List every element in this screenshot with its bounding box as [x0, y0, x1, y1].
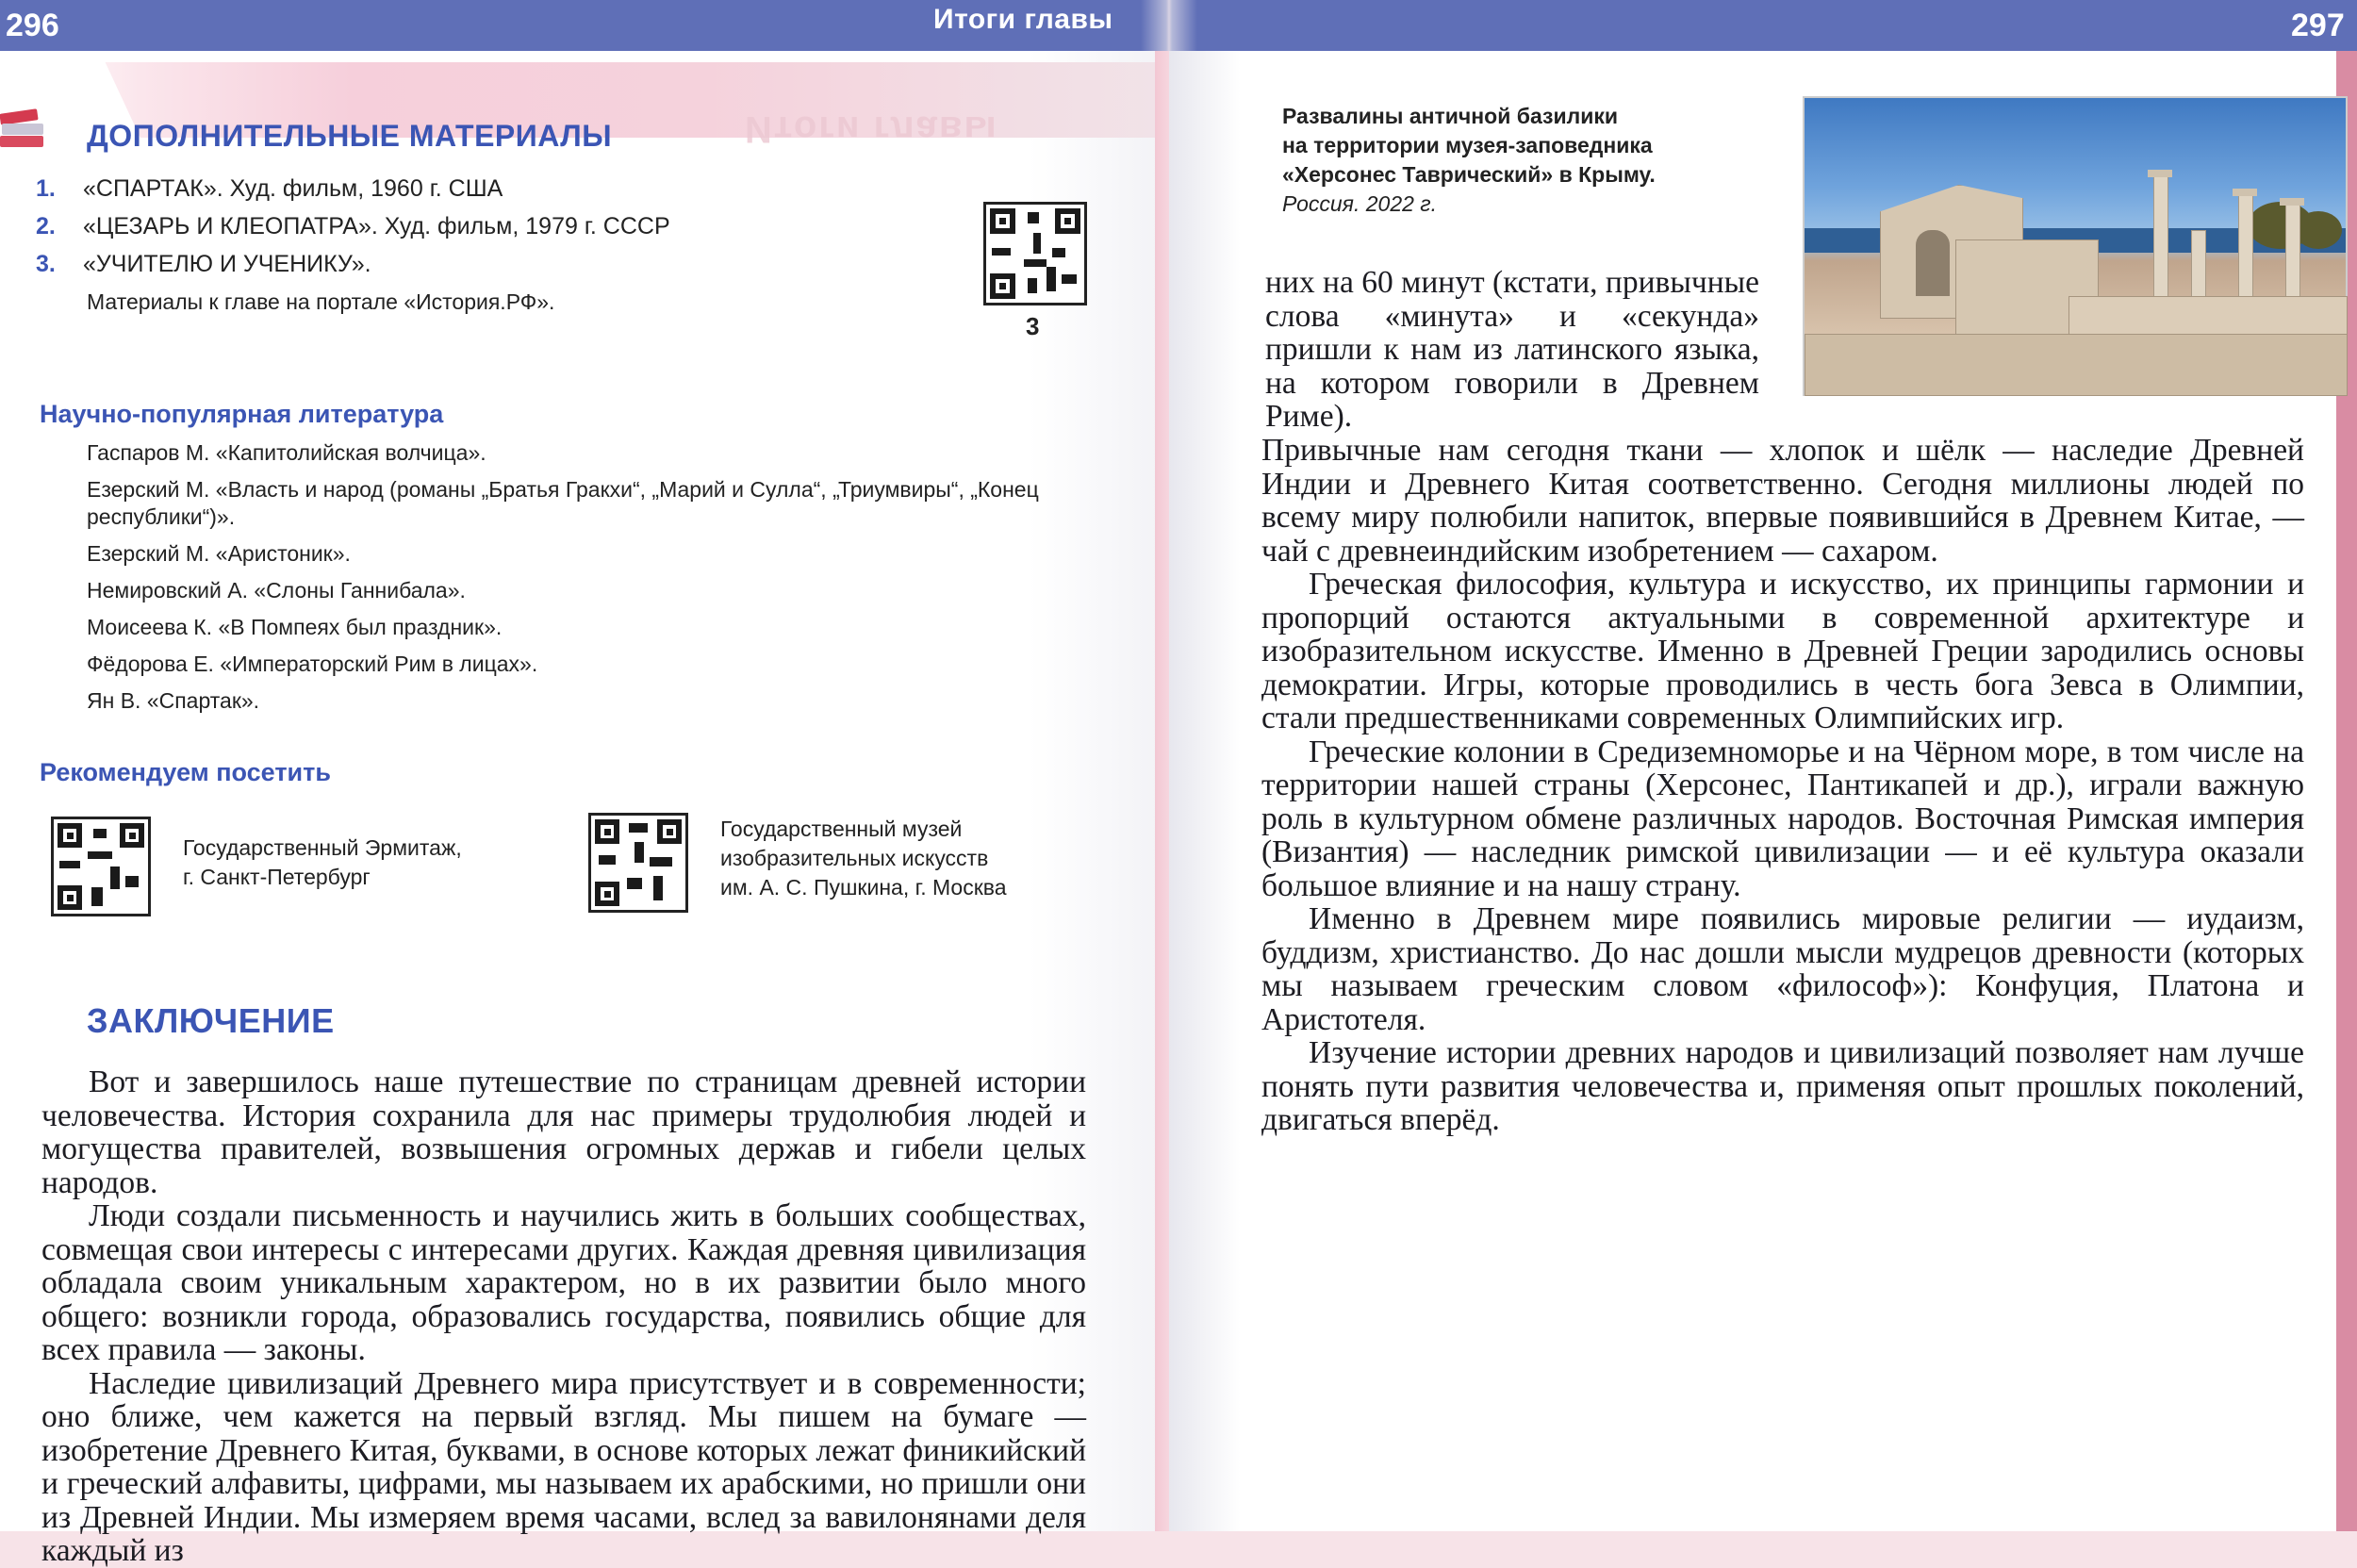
book-item: Ян В. «Спартак». [87, 688, 260, 713]
book-item: Моисеева К. «В Помпеях был праздник». [87, 615, 503, 639]
photo-caption: Развалины античной базилики на территории музея-заповедника «Херсонес Таврический» в Крыму. Россия. 2022 г. [1282, 104, 1656, 216]
book-spine [1141, 0, 1197, 51]
paragraph: Изучение истории древних народов и цивилизаций позволяет нам лучше понять пути развития человечества и, применяя опыт прошлых поколений, двигаться вперёд. [1261, 1035, 2304, 1137]
list-item: 3. «УЧИТЕЛЮ И УЧЕНИКУ». [36, 251, 371, 277]
qr-code-icon[interactable] [983, 202, 1087, 305]
paragraph: Наследие цивилизаций Древнего мира присутствует и в современности; оно ближе, чем кажется на первый взгляд. Мы пишем на бумаге — изобретение Древнего Китая, буквами, в основе которых лежат финикийский и греческий алфавиты, цифрами, мы называем их арабскими, но пришли они из Древней Индии. Мы измеряем время часами, вслед за вавилонянами деля каждый из [41, 1365, 1086, 1568]
top-bar [0, 0, 2357, 51]
book-list [87, 439, 1086, 724]
qr-code-icon[interactable] [588, 813, 688, 913]
conclusion-text [41, 1065, 1086, 1568]
qr-code-icon[interactable] [51, 817, 151, 916]
paragraph: Привычные нам сегодня ткани — хлопок и шёлк — наследие Древней Индии и Древнего Китая соответственно. Сегодня миллионы людей по всему миру полюбили напиток, впервые появившийся в Древнем Китае, — чай с древнеиндийским изобретением — сахаром. [1261, 433, 2304, 569]
additional-materials-heading: ДОПОЛНИТЕЛЬНЫЕ МАТЕРИАЛЫ [87, 119, 613, 153]
visit-hermitage: Государственный Эрмитаж, г. Санкт-Петербург [183, 835, 462, 889]
right-page-text [1261, 434, 2304, 1137]
visit-pushkin-museum: Государственный музей изобразительных искусств им. А. С. Пушкина, г. Москва [720, 817, 1007, 900]
left-page-number: 296 [6, 8, 59, 43]
book-item: Фёдорова Е. «Императорский Рим в лицах». [87, 652, 538, 676]
paragraph: Греческая философия, культура и искусство, их принципы гармонии и пропорций остаются актуальными в современной архитектуре и изобразительном искусстве. Именно в Древней Греции зародились основы демократии. Игры, которые проводились в честь бога Зевса в Олимпии, стали предшественниками современных Олимпийских игр. [1261, 567, 2304, 735]
list-item: 1. «СПАРТАК». Худ. фильм, 1960 г. США [36, 175, 503, 202]
right-page-number: 297 [2291, 8, 2345, 43]
left-page [0, 51, 1169, 1568]
recommend-visit-heading: Рекомендуем посетить [40, 758, 331, 786]
books-icon [0, 107, 45, 149]
narrow-paragraph: них на 60 минут (кстати, привычные слова «минута» и «секунда» пришли к нам из латинского языка, на котором говорили в Древнем Риме). [1265, 265, 1759, 434]
paragraph: Именно в Древнем мире появились мировые религии — иудаизм, буддизм, христианство. До нас дошли мысли мудрецов древности (которых мы называем греческим словом «философ»): Конфуция, Платона и Аристотеля. [1261, 901, 2304, 1037]
materials-list [36, 170, 979, 321]
paragraph: Люди создали письменность и научились жить в больших сообществах, совмещая свои интересы с интересами других. Каждая древняя цивилизация обладала своим уникальным характером, но в их развитии было много общего: возникли города, образовались государства, появились общие для всех правила — законы. [41, 1198, 1086, 1367]
book-item: Езерский М. «Аристоник». [87, 541, 351, 566]
paragraph: Вот и завершилось наше путешествие по страницам древней истории человечества. История сохранила для нас примеры трудолюбия людей и могущества правителей, возвышения огромных держав и гибели целых народов. [41, 1065, 1086, 1200]
book-item: Немировский А. «Слоны Ганнибала». [87, 578, 466, 602]
qr-label: 3 [1026, 312, 1040, 340]
portal-note: Материалы к главе на портале «История.РФ». [87, 289, 555, 314]
list-item: 2. «ЦЕЗАРЬ И КЛЕОПАТРА». Худ. фильм, 1979 г. СССР [36, 213, 670, 239]
conclusion-heading: ЗАКЛЮЧЕНИЕ [87, 1001, 335, 1040]
popular-science-heading: Научно-популярная литература [40, 400, 444, 428]
chapter-title: Итоги главы [933, 4, 1113, 35]
book-item: Гаспаров М. «Капитолийская волчица». [87, 440, 486, 465]
paragraph: Греческие колонии в Средиземноморье и на Чёрном море, в том числе на территории нашей страны (Херсонес, Пантикапей и др.), играли важную роль в культурном обмене различных народов. Восточная Римская империя (Византия) — наследник римской цивилизации — и её культура оказали большое влияние и на нашу страну. [1261, 734, 2304, 903]
basilica-ruins-photo [1803, 96, 2348, 396]
chapter-watermark: Итоги главы [745, 108, 998, 150]
book-item: Езерский М. «Власть и народ (романы „Братья Гракхи“, „Марий и Сулла“, „Триумвиры“, „Конец республики“)». [87, 477, 1039, 529]
